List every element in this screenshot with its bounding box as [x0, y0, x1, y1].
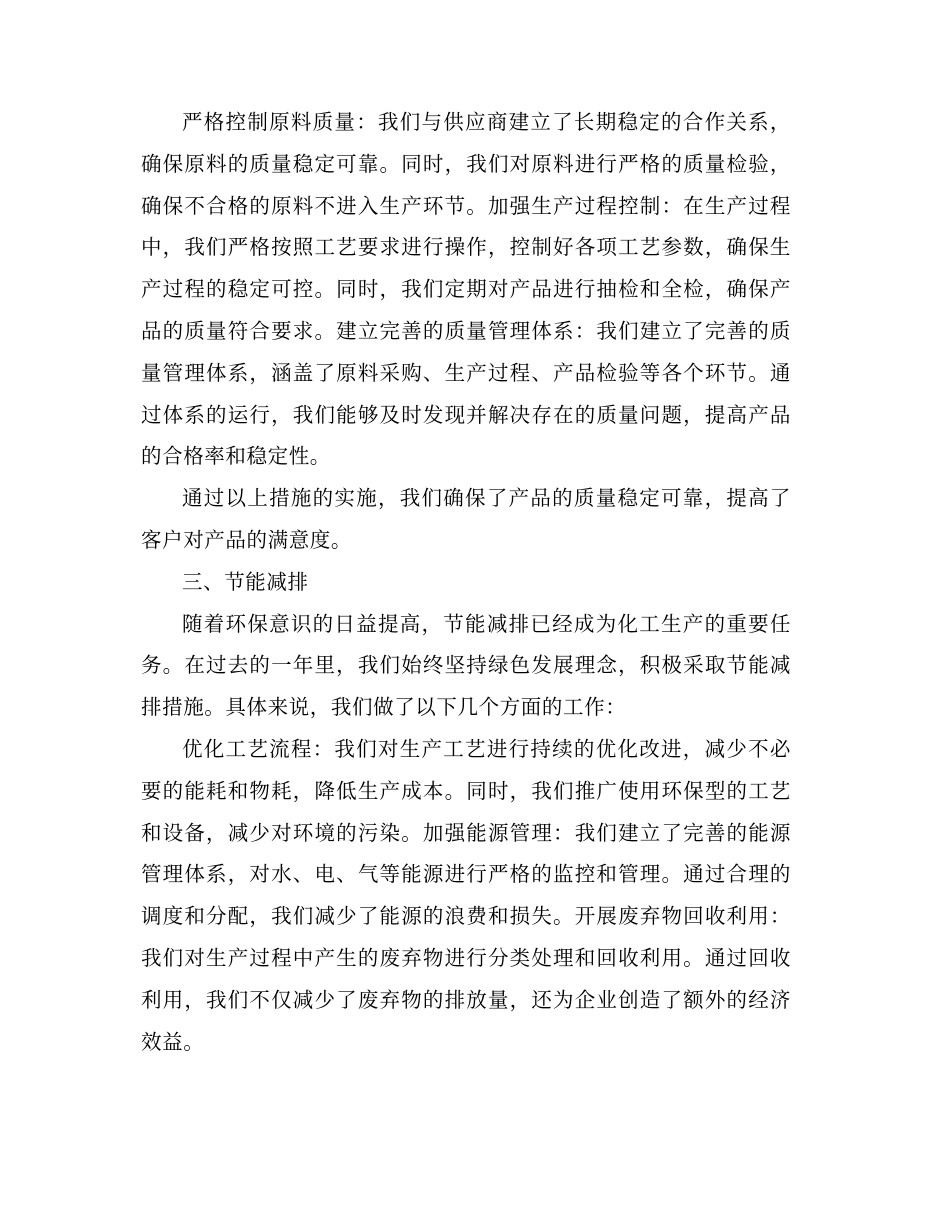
document-body — [141, 102, 791, 1063]
section-heading-energy-saving: 三、节能减排 — [182, 569, 309, 594]
paragraph-energy-intro: 随着环保意识的日益提高，节能减排已经成为化工生产的重要任务。在过去的一年里，我们始终坚持绿色发展理念，积极采取节能减排措施。具体来说，我们做了以下几个方面的工作： — [141, 611, 791, 720]
paragraph-energy-measures: 优化工艺流程：我们对生产工艺进行持续的优化改进，减少不必要的能耗和物耗，降低生产成本。同时，我们推广使用环保型的工艺和设备，减少对环境的污染。加强能源管理：我们建立了完善的能源管理体系，对水、电、气等能源进行严格的监控和管理。通过合理的调度和分配，我们减少了能源的浪费和损失。开展废弃物回收利用：我们对生产过程中产生的废弃物进行分类处理和回收利用。通过回收利用，我们不仅减少了废弃物的排放量，还为企业创造了额外的经济效益。 — [141, 736, 791, 1054]
paragraph-quality-control: 严格控制原料质量：我们与供应商建立了长期稳定的合作关系，确保原料的质量稳定可靠。同时，我们对原料进行严格的质量检验，确保不合格的原料不进入生产环节。加强生产过程控制：在生产过程中，我们严格按照工艺要求进行操作，控制好各项工艺参数，确保生产过程的稳定可控。同时，我们定期对产品进行抽检和全检，确保产品的质量符合要求。建立完善的质量管理体系：我们建立了完善的质量管理体系，涵盖了原料采购、生产过程、产品检验等各个环节。通过体系的运行，我们能够及时发现并解决存在的质量问题，提高产品的合格率和稳定性。 — [141, 110, 791, 469]
paragraph-quality-summary: 通过以上措施的实施，我们确保了产品的质量稳定可靠，提高了客户对产品的满意度。 — [141, 486, 791, 552]
